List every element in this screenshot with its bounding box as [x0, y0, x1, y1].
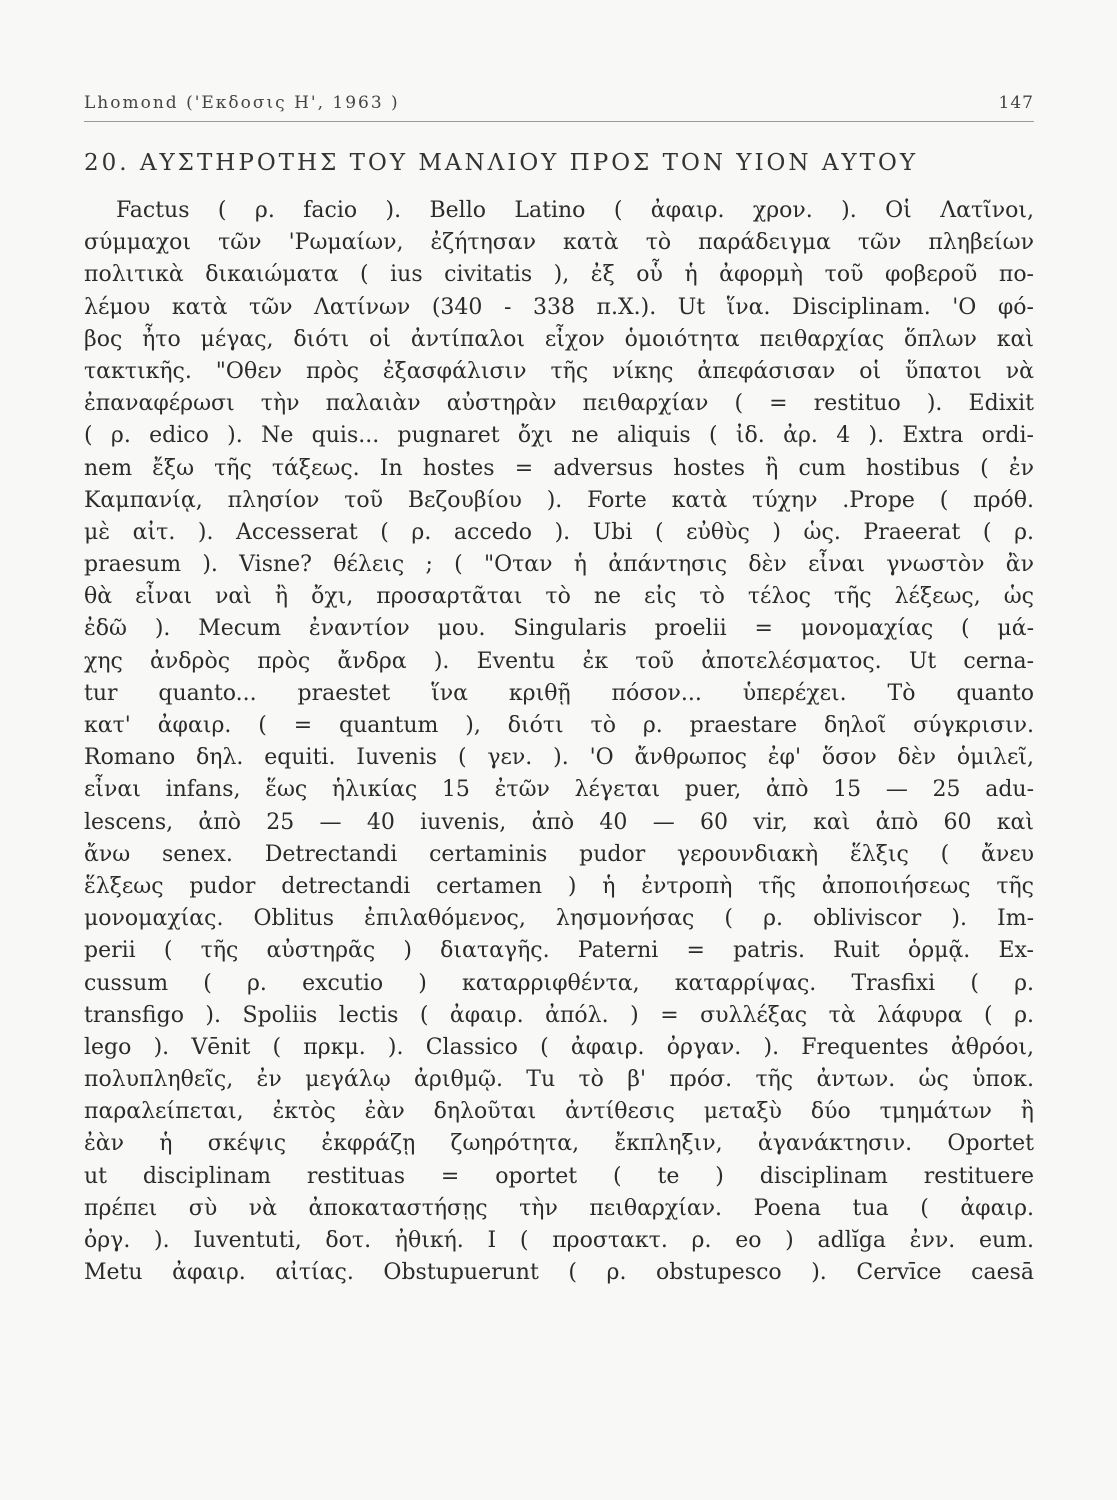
- text-line: ὀργ. ). Iuventuti, δοτ. ἠθική. I ( προστακτ. ρ. eo ) adlĭga ἐνν. eum.: [84, 1228, 1034, 1253]
- running-head: [84, 93, 1034, 122]
- text-line: λέμου κατὰ τῶν Λατίνων (340 - 338 π.Χ.). Ut ἵνα. Disciplinam. 'Ο φό-: [84, 294, 1034, 320]
- text-line: ἐπαναφέρωσι τὴν παλαιὰν αὐστηρὰν πειθαρχίαν ( = restituo ). Edixit: [84, 391, 1034, 417]
- text-line: transfigo ). Spoliis lectis ( ἀφαιρ. ἀπόλ. ) = συλλέξας τὰ λάφυρα ( ρ.: [84, 1002, 1034, 1028]
- text-line: μὲ αἰτ. ). Accesserat ( ρ. accedo ). Ubi ( εὐθὺς ) ὡς. Praeerat ( ρ.: [84, 519, 1034, 545]
- page-number: 147: [998, 93, 1034, 113]
- text-line: tur quanto... praestet ἵνα κριθῇ πόσον... ὑπερέχει. Τὸ quanto: [84, 680, 1034, 706]
- text-line: Metu ἀφαιρ. αἰτίας. Obstupuerunt ( ρ. obstupesco ). Cervīce caesā: [84, 1260, 1034, 1286]
- text-line: τακτικῆς. "Οθεν πρὸς ἐξασφάλισιν τῆς νίκης ἀπεφάσισαν οἱ ὕπατοι νὰ: [84, 358, 1034, 384]
- text-line: πολιτικὰ δικαιώματα ( ius civitatis ), ἐξ οὗ ἡ ἀφορμὴ τοῦ φοβεροῦ πο-: [84, 262, 1034, 288]
- text-line: perii ( τῆς αὐστηρᾶς ) διαταγῆς. Paterni = patris. Ruit ὁρμᾷ. Ex-: [84, 938, 1034, 964]
- text-line: κατ' ἀφαιρ. ( = quantum ), διότι τὸ ρ. praestare δηλοῖ σύγκρισιν.: [84, 713, 1034, 738]
- text-line: ut disciplinam restituas = oportet ( te ) disciplinam restituere: [84, 1163, 1034, 1189]
- text-line: πρέπει σὺ νὰ ἀποκαταστήσῃς τὴν πειθαρχίαν. Poena tua ( ἀφαιρ.: [84, 1195, 1034, 1221]
- text-line: εἶναι infans, ἕως ἡλικίας 15 ἐτῶν λέγεται puer, ἀπὸ 15 — 25 adu-: [84, 777, 1034, 803]
- text-line: ἄνω senex. Detrectandi certaminis pudor γερουνδιακὴ ἕλξις ( ἄνευ: [84, 841, 1034, 867]
- text-line: ἕλξεως pudor detrectandi certamen ) ἡ ἐντροπὴ τῆς ἀποποιήσεως τῆς: [84, 873, 1034, 899]
- text-line: μονομαχίας. Oblitus ἐπιλαθόμενος, λησμονήσας ( ρ. obliviscor ). Im-: [84, 906, 1034, 932]
- text-line: χης ἀνδρὸς πρὸς ἄνδρα ). Eventu ἐκ τοῦ ἀποτελέσματος. Ut cerna-: [84, 648, 1034, 674]
- running-head-title: Lhomond ('Εκδοσις Η', 1963 ): [84, 93, 400, 113]
- text-line: cussum ( ρ. excutio ) καταρριφθέντα, καταρρίψας. Trasfixi ( ρ.: [84, 970, 1034, 996]
- text-line: παραλείπεται, ἐκτὸς ἐὰν δηλοῦται ἀντίθεσις μεταξὺ δύο τμημάτων ἢ: [84, 1099, 1034, 1125]
- text-line: ἐδῶ ). Mecum ἐναντίον μου. Singularis proelii = μονομαχίας ( μά-: [84, 616, 1034, 642]
- text-line: Factus ( ρ. facio ). Bello Latino ( ἀφαιρ. χρον. ). Οἱ Λατῖνοι,: [116, 198, 1034, 223]
- text-line: Romano δηλ. equiti. Iuvenis ( γεν. ). 'Ο ἄνθρωπος ἐφ' ὅσον δὲν ὁμιλεῖ,: [84, 745, 1034, 771]
- text-line: lescens, ἀπὸ 25 — 40 iuvenis, ἀπὸ 40 — 60 vir, καὶ ἀπὸ 60 καὶ: [84, 809, 1034, 835]
- text-line: lego ). Vēnit ( πρκμ. ). Classico ( ἀφαιρ. ὀργαν. ). Frequentes ἀθρόοι,: [84, 1034, 1034, 1060]
- text-line: Καμπανίᾳ, πλησίον τοῦ Βεζουβίου ). Forte κατὰ τύχην .Prope ( πρόθ.: [84, 487, 1034, 513]
- text-line: βος ἦτο μέγας, διότι οἱ ἀντίπαλοι εἶχον ὁμοιότητα πειθαρχίας ὅπλων καὶ: [84, 326, 1034, 352]
- section-title: 20. ΑΥΣΤΗΡΟΤΗΣ ΤΟΥ ΜΑΝΛΙΟΥ ΠΡΟΣ ΤΟΝ ΥΙΟΝ ΑΥΤΟΥ: [84, 150, 918, 176]
- text-line: ( ρ. edico ). Ne quis... pugnaret ὄχι ne aliquis ( ἰδ. ἀρ. 4 ). Extra ordi-: [84, 423, 1034, 449]
- text-line: σύμμαχοι τῶν 'Ρωμαίων, ἐζήτησαν κατὰ τὸ παράδειγμα τῶν πληβείων: [84, 230, 1034, 256]
- text-line: nem ἔξω τῆς τάξεως. In hostes = adversus hostes ἢ cum hostibus ( ἐν: [84, 455, 1034, 481]
- commentary-text: [84, 195, 1034, 1289]
- text-line: θὰ εἶναι ναὶ ἢ ὄχι, προσαρτᾶται τὸ ne εἰς τὸ τέλος τῆς λέξεως, ὡς: [84, 584, 1034, 610]
- text-line: ἐὰν ἡ σκέψις ἐκφράζῃ ζωηρότητα, ἔκπληξιν, ἀγανάκτησιν. Oportet: [84, 1131, 1034, 1157]
- text-line: praesum ). Visne? θέλεις ; ( "Οταν ἡ ἀπάντησις δὲν εἶναι γνωστὸν ἂν: [84, 552, 1034, 578]
- text-line: πολυπληθεῖς, ἐν μεγάλῳ ἀριθμῷ. Tu τὸ β' πρόσ. τῆς ἀντων. ὡς ὑποκ.: [84, 1067, 1034, 1093]
